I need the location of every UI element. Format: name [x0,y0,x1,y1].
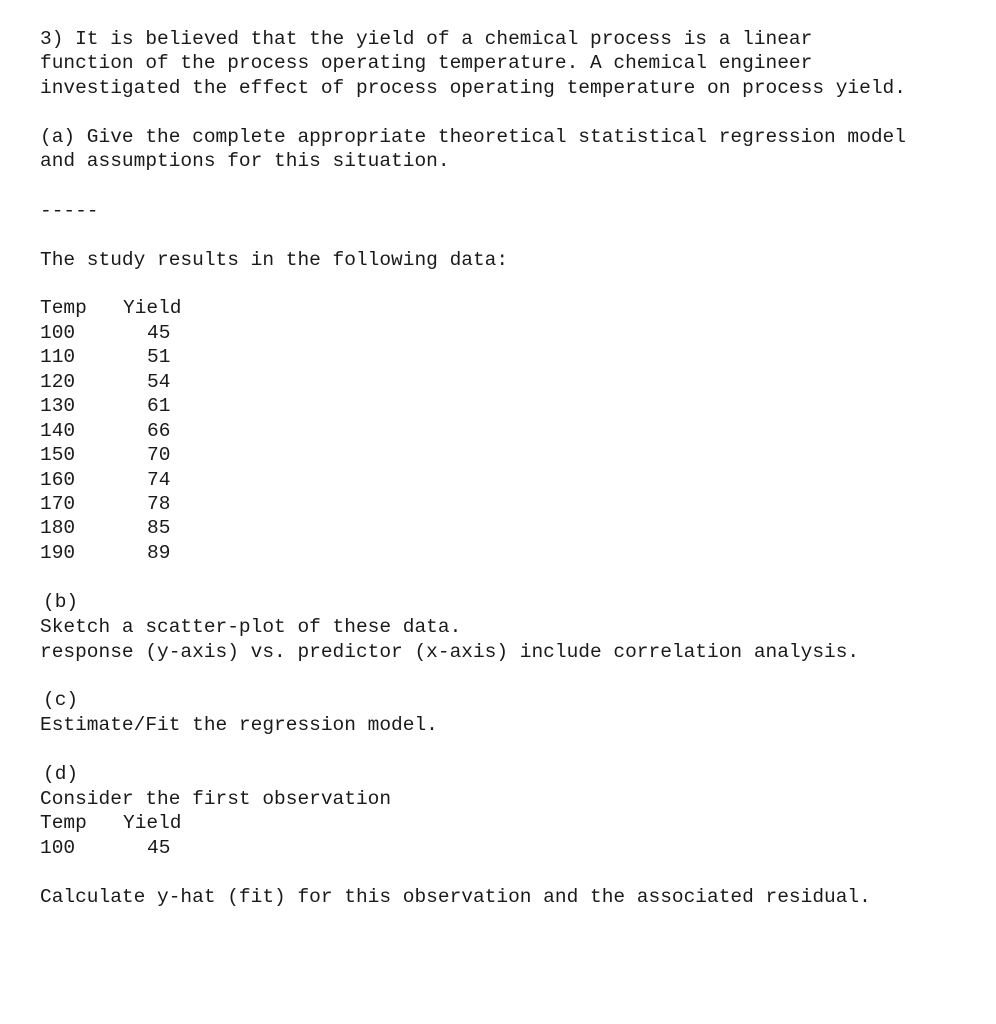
table-cell-temp: 130 [40,395,76,417]
table-cell-temp: 100 [40,322,76,344]
table-header-yield: Yield [123,297,182,319]
part-d-line-1: Consider the first observation [40,788,392,810]
table-cell-temp: 180 [40,517,76,539]
part-d-header-yield: Yield [123,812,182,834]
part-d-label: (d) [43,763,79,785]
part-b-label: (b) [43,591,79,613]
table-cell-yield: 78 [147,493,171,515]
part-b-line-1: Sketch a scatter-plot of these data. [40,616,462,638]
table-cell-yield: 70 [147,444,171,466]
table-header-temp: Temp [40,297,87,319]
table-cell-yield: 51 [147,346,171,368]
question-intro-line-2: function of the process operating temperature. A chemical engineer [40,52,813,74]
table-cell-yield: 61 [147,395,171,417]
part-a-line-1: (a) Give the complete appropriate theoretical statistical regression model [40,126,906,148]
part-d-cell-yield: 45 [147,837,171,859]
part-a-line-2: and assumptions for this situation. [40,150,450,172]
part-c-label: (c) [43,689,79,711]
table-cell-temp: 170 [40,493,76,515]
table-cell-temp: 120 [40,371,76,393]
part-c-line-1: Estimate/Fit the regression model. [40,714,438,736]
separator: ----- [40,200,99,222]
table-cell-yield: 45 [147,322,171,344]
part-b-line-2: response (y-axis) vs. predictor (x-axis) include correlation analysis. [40,641,860,663]
part-d-header-temp: Temp [40,812,87,834]
table-cell-yield: 54 [147,371,171,393]
table-cell-temp: 150 [40,444,76,466]
part-d-cell-temp: 100 [40,837,76,859]
data-intro: The study results in the following data: [40,249,509,271]
table-cell-yield: 85 [147,517,171,539]
table-cell-temp: 160 [40,469,76,491]
table-cell-yield: 89 [147,542,171,564]
part-d-final: Calculate y-hat (fit) for this observation and the associated residual. [40,886,871,908]
table-cell-temp: 140 [40,420,76,442]
table-cell-yield: 74 [147,469,171,491]
table-cell-yield: 66 [147,420,171,442]
question-intro-line-3: investigated the effect of process operating temperature on process yield. [40,77,906,99]
table-cell-temp: 190 [40,542,76,564]
question-intro-line-1: 3) It is believed that the yield of a chemical process is a linear [40,28,813,50]
table-cell-temp: 110 [40,346,76,368]
